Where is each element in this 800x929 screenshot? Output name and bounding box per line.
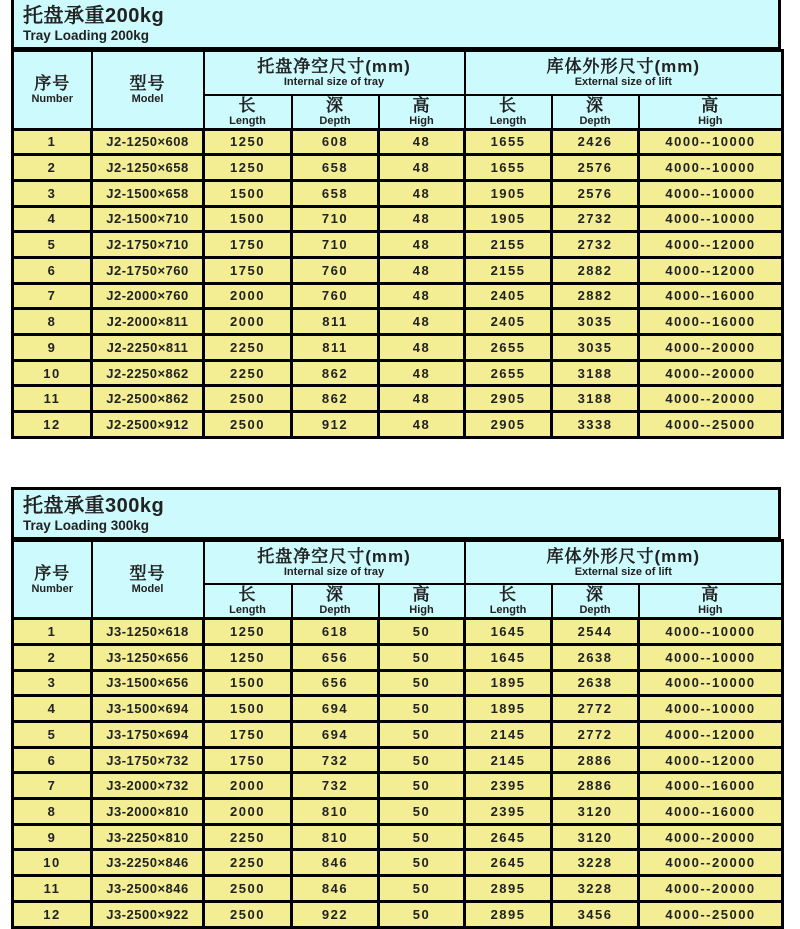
- cell-internal-high: 48: [379, 155, 465, 181]
- cell-internal-high: 50: [379, 670, 465, 696]
- group-header-internal-size: [204, 51, 465, 95]
- cell-internal-length: 2250: [204, 850, 292, 876]
- subheader-cn: 高: [412, 95, 431, 115]
- cell-model: J2-2000×760: [92, 283, 204, 309]
- table-row: [13, 232, 783, 258]
- table-row: [13, 670, 783, 696]
- cell-external-depth: 3035: [552, 309, 639, 335]
- cell-model: J3-1750×694: [92, 722, 204, 748]
- cell-internal-high: 48: [379, 309, 465, 335]
- cell-number: 4: [13, 206, 92, 232]
- cell-internal-depth: 846: [292, 850, 379, 876]
- subheader-cn: 高: [412, 585, 431, 605]
- cell-external-depth: 2732: [552, 206, 639, 232]
- table-row: [13, 412, 783, 438]
- cell-model: J2-2250×811: [92, 335, 204, 361]
- cell-internal-depth: 732: [292, 773, 379, 799]
- group-header-internal-cn: 托盘净空尺寸(mm): [257, 56, 411, 76]
- cell-external-depth: 2886: [552, 747, 639, 773]
- cell-external-length: 1895: [465, 696, 552, 722]
- col-header-number-en: Number: [31, 92, 74, 105]
- cell-number: 4: [13, 696, 92, 722]
- cell-external-high: 4000--10000: [639, 129, 783, 155]
- cell-number: 5: [13, 722, 92, 748]
- cell-model: J3-1750×732: [92, 747, 204, 773]
- col-header-external-high: [639, 584, 783, 619]
- cell-number: 12: [13, 901, 92, 927]
- cell-external-length: 1905: [465, 206, 552, 232]
- cell-external-depth: 2638: [552, 670, 639, 696]
- table-row: [13, 180, 783, 206]
- cell-external-length: 2895: [465, 901, 552, 927]
- cell-external-high: 4000--10000: [639, 670, 783, 696]
- cell-internal-depth: 811: [292, 335, 379, 361]
- subheader-en: High: [698, 604, 723, 617]
- cell-external-length: 2145: [465, 722, 552, 748]
- group-header-internal-en: Internal size of tray: [283, 75, 385, 88]
- cell-internal-length: 1500: [204, 206, 292, 232]
- cell-external-depth: 2882: [552, 283, 639, 309]
- cell-internal-depth: 658: [292, 180, 379, 206]
- cell-internal-depth: 811: [292, 309, 379, 335]
- cell-external-high: 4000--20000: [639, 876, 783, 902]
- table-body: [13, 619, 783, 927]
- cell-number: 2: [13, 155, 92, 181]
- cell-external-depth: 3035: [552, 335, 639, 361]
- cell-model: J2-2000×811: [92, 309, 204, 335]
- cell-external-high: 4000--12000: [639, 232, 783, 258]
- cell-external-depth: 2544: [552, 619, 639, 645]
- table-row: [13, 360, 783, 386]
- spec-table-200kg: [11, 49, 784, 439]
- subheader-en: Length: [229, 114, 266, 127]
- table-title-200kg: [11, 0, 781, 49]
- cell-internal-high: 48: [379, 232, 465, 258]
- cell-internal-length: 1750: [204, 257, 292, 283]
- cell-number: 11: [13, 386, 92, 412]
- cell-internal-depth: 618: [292, 619, 379, 645]
- cell-model: J3-2250×846: [92, 850, 204, 876]
- cell-internal-high: 50: [379, 722, 465, 748]
- cell-external-length: 1895: [465, 670, 552, 696]
- col-header-internal-depth: [292, 95, 379, 130]
- col-header-external-depth: [552, 584, 639, 619]
- cell-internal-length: 2500: [204, 876, 292, 902]
- table-header: [13, 51, 783, 130]
- cell-external-length: 2405: [465, 309, 552, 335]
- table-title-en: Tray Loading 300kg: [23, 517, 150, 533]
- table-title-en: Tray Loading 200kg: [23, 28, 150, 43]
- cell-internal-depth: 810: [292, 799, 379, 825]
- cell-internal-high: 50: [379, 850, 465, 876]
- subheader-en: Depth: [579, 114, 611, 127]
- cell-model: J2-1500×710: [92, 206, 204, 232]
- cell-internal-length: 2000: [204, 283, 292, 309]
- cell-external-depth: 3228: [552, 850, 639, 876]
- col-header-internal-high: [379, 584, 465, 619]
- table-row: [13, 257, 783, 283]
- cell-number: 1: [13, 129, 92, 155]
- cell-internal-high: 48: [379, 257, 465, 283]
- cell-internal-high: 50: [379, 747, 465, 773]
- cell-internal-high: 50: [379, 876, 465, 902]
- cell-internal-depth: 810: [292, 824, 379, 850]
- col-header-internal-depth: [292, 584, 379, 619]
- cell-internal-depth: 922: [292, 901, 379, 927]
- cell-internal-length: 1750: [204, 747, 292, 773]
- cell-internal-high: 50: [379, 773, 465, 799]
- table-title-300kg: [11, 487, 781, 539]
- cell-external-depth: 3120: [552, 824, 639, 850]
- group-header-external-size: [465, 540, 783, 584]
- cell-internal-depth: 656: [292, 644, 379, 670]
- subheader-cn: 高: [701, 585, 720, 605]
- table-row: [13, 644, 783, 670]
- cell-external-depth: 2576: [552, 180, 639, 206]
- cell-internal-length: 1750: [204, 232, 292, 258]
- spec-section-300kg: [11, 487, 781, 929]
- cell-internal-length: 1250: [204, 619, 292, 645]
- cell-internal-length: 2250: [204, 360, 292, 386]
- cell-internal-length: 1500: [204, 670, 292, 696]
- group-header-internal-cn: 托盘净空尺寸(mm): [257, 546, 411, 566]
- cell-external-depth: 2638: [552, 644, 639, 670]
- cell-model: J2-1250×608: [92, 129, 204, 155]
- cell-internal-length: 2250: [204, 824, 292, 850]
- cell-external-length: 2655: [465, 335, 552, 361]
- cell-internal-high: 50: [379, 619, 465, 645]
- cell-model: J3-2500×922: [92, 901, 204, 927]
- cell-external-depth: 2772: [552, 722, 639, 748]
- table-row: [13, 386, 783, 412]
- cell-internal-depth: 912: [292, 412, 379, 438]
- cell-internal-depth: 760: [292, 257, 379, 283]
- table-row: [13, 773, 783, 799]
- cell-number: 9: [13, 824, 92, 850]
- cell-internal-high: 48: [379, 412, 465, 438]
- cell-model: J2-1750×710: [92, 232, 204, 258]
- subheader-cn: 高: [701, 95, 720, 115]
- cell-external-length: 1645: [465, 644, 552, 670]
- cell-external-length: 2395: [465, 799, 552, 825]
- cell-model: J2-1750×760: [92, 257, 204, 283]
- cell-internal-length: 2500: [204, 901, 292, 927]
- cell-model: J3-2000×810: [92, 799, 204, 825]
- cell-external-high: 4000--10000: [639, 180, 783, 206]
- cell-external-depth: 3120: [552, 799, 639, 825]
- col-header-number-en: Number: [31, 582, 74, 595]
- cell-external-high: 4000--25000: [639, 901, 783, 927]
- cell-external-depth: 3188: [552, 386, 639, 412]
- cell-internal-depth: 656: [292, 670, 379, 696]
- cell-external-high: 4000--10000: [639, 696, 783, 722]
- cell-internal-length: 1250: [204, 155, 292, 181]
- cell-internal-depth: 862: [292, 386, 379, 412]
- cell-external-high: 4000--10000: [639, 619, 783, 645]
- col-header-number-cn: 序号: [34, 563, 71, 583]
- group-header-external-cn: 库体外形尺寸(mm): [546, 546, 701, 566]
- cell-number: 3: [13, 670, 92, 696]
- cell-internal-high: 48: [379, 129, 465, 155]
- cell-external-depth: 2882: [552, 257, 639, 283]
- subheader-cn: 长: [238, 95, 257, 115]
- cell-internal-high: 48: [379, 206, 465, 232]
- group-header-internal-size: [204, 540, 465, 584]
- cell-external-length: 1905: [465, 180, 552, 206]
- cell-number: 8: [13, 799, 92, 825]
- cell-number: 6: [13, 257, 92, 283]
- col-header-external-length: [465, 95, 552, 130]
- col-header-model-en: Model: [131, 582, 164, 595]
- cell-internal-length: 2500: [204, 412, 292, 438]
- cell-internal-length: 2250: [204, 335, 292, 361]
- table-row: [13, 155, 783, 181]
- cell-internal-length: 1250: [204, 129, 292, 155]
- cell-model: J3-2500×846: [92, 876, 204, 902]
- cell-internal-depth: 658: [292, 155, 379, 181]
- col-header-external-high: [639, 95, 783, 130]
- cell-number: 7: [13, 283, 92, 309]
- subheader-en: Depth: [319, 114, 351, 127]
- table-row: [13, 901, 783, 927]
- cell-number: 5: [13, 232, 92, 258]
- cell-external-high: 4000--16000: [639, 799, 783, 825]
- cell-external-high: 4000--20000: [639, 360, 783, 386]
- cell-internal-high: 50: [379, 901, 465, 927]
- cell-model: J3-1500×656: [92, 670, 204, 696]
- table-row: [13, 619, 783, 645]
- cell-external-length: 2895: [465, 876, 552, 902]
- cell-model: J2-1250×658: [92, 155, 204, 181]
- col-header-model-en: Model: [131, 92, 164, 105]
- cell-number: 10: [13, 360, 92, 386]
- cell-external-length: 2395: [465, 773, 552, 799]
- cell-internal-depth: 694: [292, 722, 379, 748]
- cell-external-high: 4000--12000: [639, 257, 783, 283]
- cell-external-length: 2905: [465, 412, 552, 438]
- subheader-cn: 深: [586, 95, 605, 115]
- cell-number: 12: [13, 412, 92, 438]
- table-title-cn: 托盘承重200kg: [23, 5, 165, 27]
- cell-external-length: 2655: [465, 360, 552, 386]
- cell-model: J3-1250×656: [92, 644, 204, 670]
- subheader-en: Depth: [319, 604, 351, 617]
- cell-external-high: 4000--12000: [639, 747, 783, 773]
- table-row: [13, 335, 783, 361]
- cell-external-high: 4000--10000: [639, 155, 783, 181]
- cell-number: 1: [13, 619, 92, 645]
- cell-number: 8: [13, 309, 92, 335]
- table-body: [13, 129, 783, 437]
- table-row: [13, 309, 783, 335]
- cell-external-depth: 2732: [552, 232, 639, 258]
- cell-number: 9: [13, 335, 92, 361]
- table-header: [13, 540, 783, 619]
- cell-internal-depth: 608: [292, 129, 379, 155]
- cell-external-length: 2645: [465, 824, 552, 850]
- table-row: [13, 747, 783, 773]
- subheader-en: Depth: [579, 604, 611, 617]
- cell-external-high: 4000--20000: [639, 824, 783, 850]
- cell-external-depth: 3228: [552, 876, 639, 902]
- cell-model: J2-2250×862: [92, 360, 204, 386]
- cell-internal-high: 48: [379, 180, 465, 206]
- cell-external-length: 1645: [465, 619, 552, 645]
- cell-number: 10: [13, 850, 92, 876]
- cell-model: J2-1500×658: [92, 180, 204, 206]
- cell-internal-length: 2000: [204, 773, 292, 799]
- subheader-en: High: [698, 114, 723, 127]
- cell-internal-depth: 846: [292, 876, 379, 902]
- subheader-en: High: [409, 604, 434, 617]
- subheader-cn: 长: [499, 585, 518, 605]
- cell-internal-length: 1750: [204, 722, 292, 748]
- cell-external-depth: 2426: [552, 129, 639, 155]
- subheader-cn: 深: [586, 585, 605, 605]
- cell-external-depth: 2772: [552, 696, 639, 722]
- table-row: [13, 206, 783, 232]
- cell-external-depth: 3456: [552, 901, 639, 927]
- cell-external-high: 4000--10000: [639, 644, 783, 670]
- cell-internal-high: 50: [379, 824, 465, 850]
- group-header-internal-en: Internal size of tray: [283, 565, 385, 578]
- subheader-cn: 长: [238, 585, 257, 605]
- table-row: [13, 876, 783, 902]
- group-header-external-cn: 库体外形尺寸(mm): [546, 56, 701, 76]
- spec-section-200kg: [11, 0, 781, 439]
- col-header-number-cn: 序号: [34, 73, 71, 93]
- col-header-model: [92, 51, 204, 130]
- subheader-cn: 长: [499, 95, 518, 115]
- cell-number: 11: [13, 876, 92, 902]
- subheader-en: Length: [489, 114, 527, 127]
- cell-model: J3-2000×732: [92, 773, 204, 799]
- col-header-internal-length: [204, 95, 292, 130]
- cell-external-high: 4000--20000: [639, 335, 783, 361]
- cell-number: 2: [13, 644, 92, 670]
- cell-internal-length: 1500: [204, 180, 292, 206]
- cell-external-high: 4000--20000: [639, 386, 783, 412]
- cell-internal-high: 50: [379, 644, 465, 670]
- cell-external-length: 1655: [465, 155, 552, 181]
- col-header-number: [13, 540, 92, 619]
- group-header-external-en: External size of lift: [574, 565, 672, 578]
- col-header-model-cn: 型号: [129, 73, 166, 93]
- cell-external-high: 4000--16000: [639, 283, 783, 309]
- col-header-internal-high: [379, 95, 465, 130]
- cell-external-length: 2405: [465, 283, 552, 309]
- cell-internal-length: 1250: [204, 644, 292, 670]
- table-row: [13, 283, 783, 309]
- group-header-external-en: External size of lift: [574, 75, 672, 88]
- table-row: [13, 850, 783, 876]
- cell-internal-depth: 760: [292, 283, 379, 309]
- subheader-en: Length: [229, 604, 266, 617]
- subheader-cn: 深: [326, 585, 344, 605]
- cell-internal-length: 2000: [204, 799, 292, 825]
- cell-external-depth: 3338: [552, 412, 639, 438]
- cell-internal-high: 50: [379, 696, 465, 722]
- spec-table-300kg: [11, 539, 784, 929]
- cell-external-depth: 3188: [552, 360, 639, 386]
- cell-external-length: 2155: [465, 232, 552, 258]
- cell-external-length: 2155: [465, 257, 552, 283]
- table-row: [13, 129, 783, 155]
- cell-external-high: 4000--10000: [639, 206, 783, 232]
- cell-model: J3-1250×618: [92, 619, 204, 645]
- cell-external-depth: 2886: [552, 773, 639, 799]
- cell-external-high: 4000--20000: [639, 850, 783, 876]
- cell-external-length: 2645: [465, 850, 552, 876]
- table-row: [13, 696, 783, 722]
- col-header-external-length: [465, 584, 552, 619]
- table-title-cn: 托盘承重300kg: [23, 494, 165, 517]
- cell-internal-length: 2000: [204, 309, 292, 335]
- table-row: [13, 799, 783, 825]
- cell-internal-high: 48: [379, 386, 465, 412]
- col-header-model: [92, 540, 204, 619]
- cell-model: J3-1500×694: [92, 696, 204, 722]
- cell-internal-depth: 694: [292, 696, 379, 722]
- cell-internal-depth: 862: [292, 360, 379, 386]
- cell-external-length: 1655: [465, 129, 552, 155]
- cell-number: 7: [13, 773, 92, 799]
- col-header-internal-length: [204, 584, 292, 619]
- cell-internal-depth: 732: [292, 747, 379, 773]
- cell-internal-high: 48: [379, 335, 465, 361]
- cell-external-high: 4000--12000: [639, 722, 783, 748]
- col-header-model-cn: 型号: [129, 563, 166, 583]
- subheader-en: Length: [489, 604, 527, 617]
- table-row: [13, 824, 783, 850]
- cell-external-length: 2145: [465, 747, 552, 773]
- cell-model: J2-2500×862: [92, 386, 204, 412]
- cell-model: J2-2500×912: [92, 412, 204, 438]
- col-header-external-depth: [552, 95, 639, 130]
- group-header-external-size: [465, 51, 783, 95]
- cell-internal-high: 48: [379, 283, 465, 309]
- cell-model: J3-2250×810: [92, 824, 204, 850]
- cell-number: 6: [13, 747, 92, 773]
- cell-external-high: 4000--16000: [639, 309, 783, 335]
- col-header-number: [13, 51, 92, 130]
- cell-external-length: 2905: [465, 386, 552, 412]
- table-row: [13, 722, 783, 748]
- cell-internal-depth: 710: [292, 232, 379, 258]
- cell-internal-length: 1500: [204, 696, 292, 722]
- cell-internal-length: 2500: [204, 386, 292, 412]
- cell-external-depth: 2576: [552, 155, 639, 181]
- cell-external-high: 4000--16000: [639, 773, 783, 799]
- cell-internal-depth: 710: [292, 206, 379, 232]
- subheader-en: High: [409, 114, 434, 127]
- cell-external-high: 4000--25000: [639, 412, 783, 438]
- cell-number: 3: [13, 180, 92, 206]
- cell-internal-high: 48: [379, 360, 465, 386]
- subheader-cn: 深: [326, 95, 344, 115]
- cell-internal-high: 50: [379, 799, 465, 825]
